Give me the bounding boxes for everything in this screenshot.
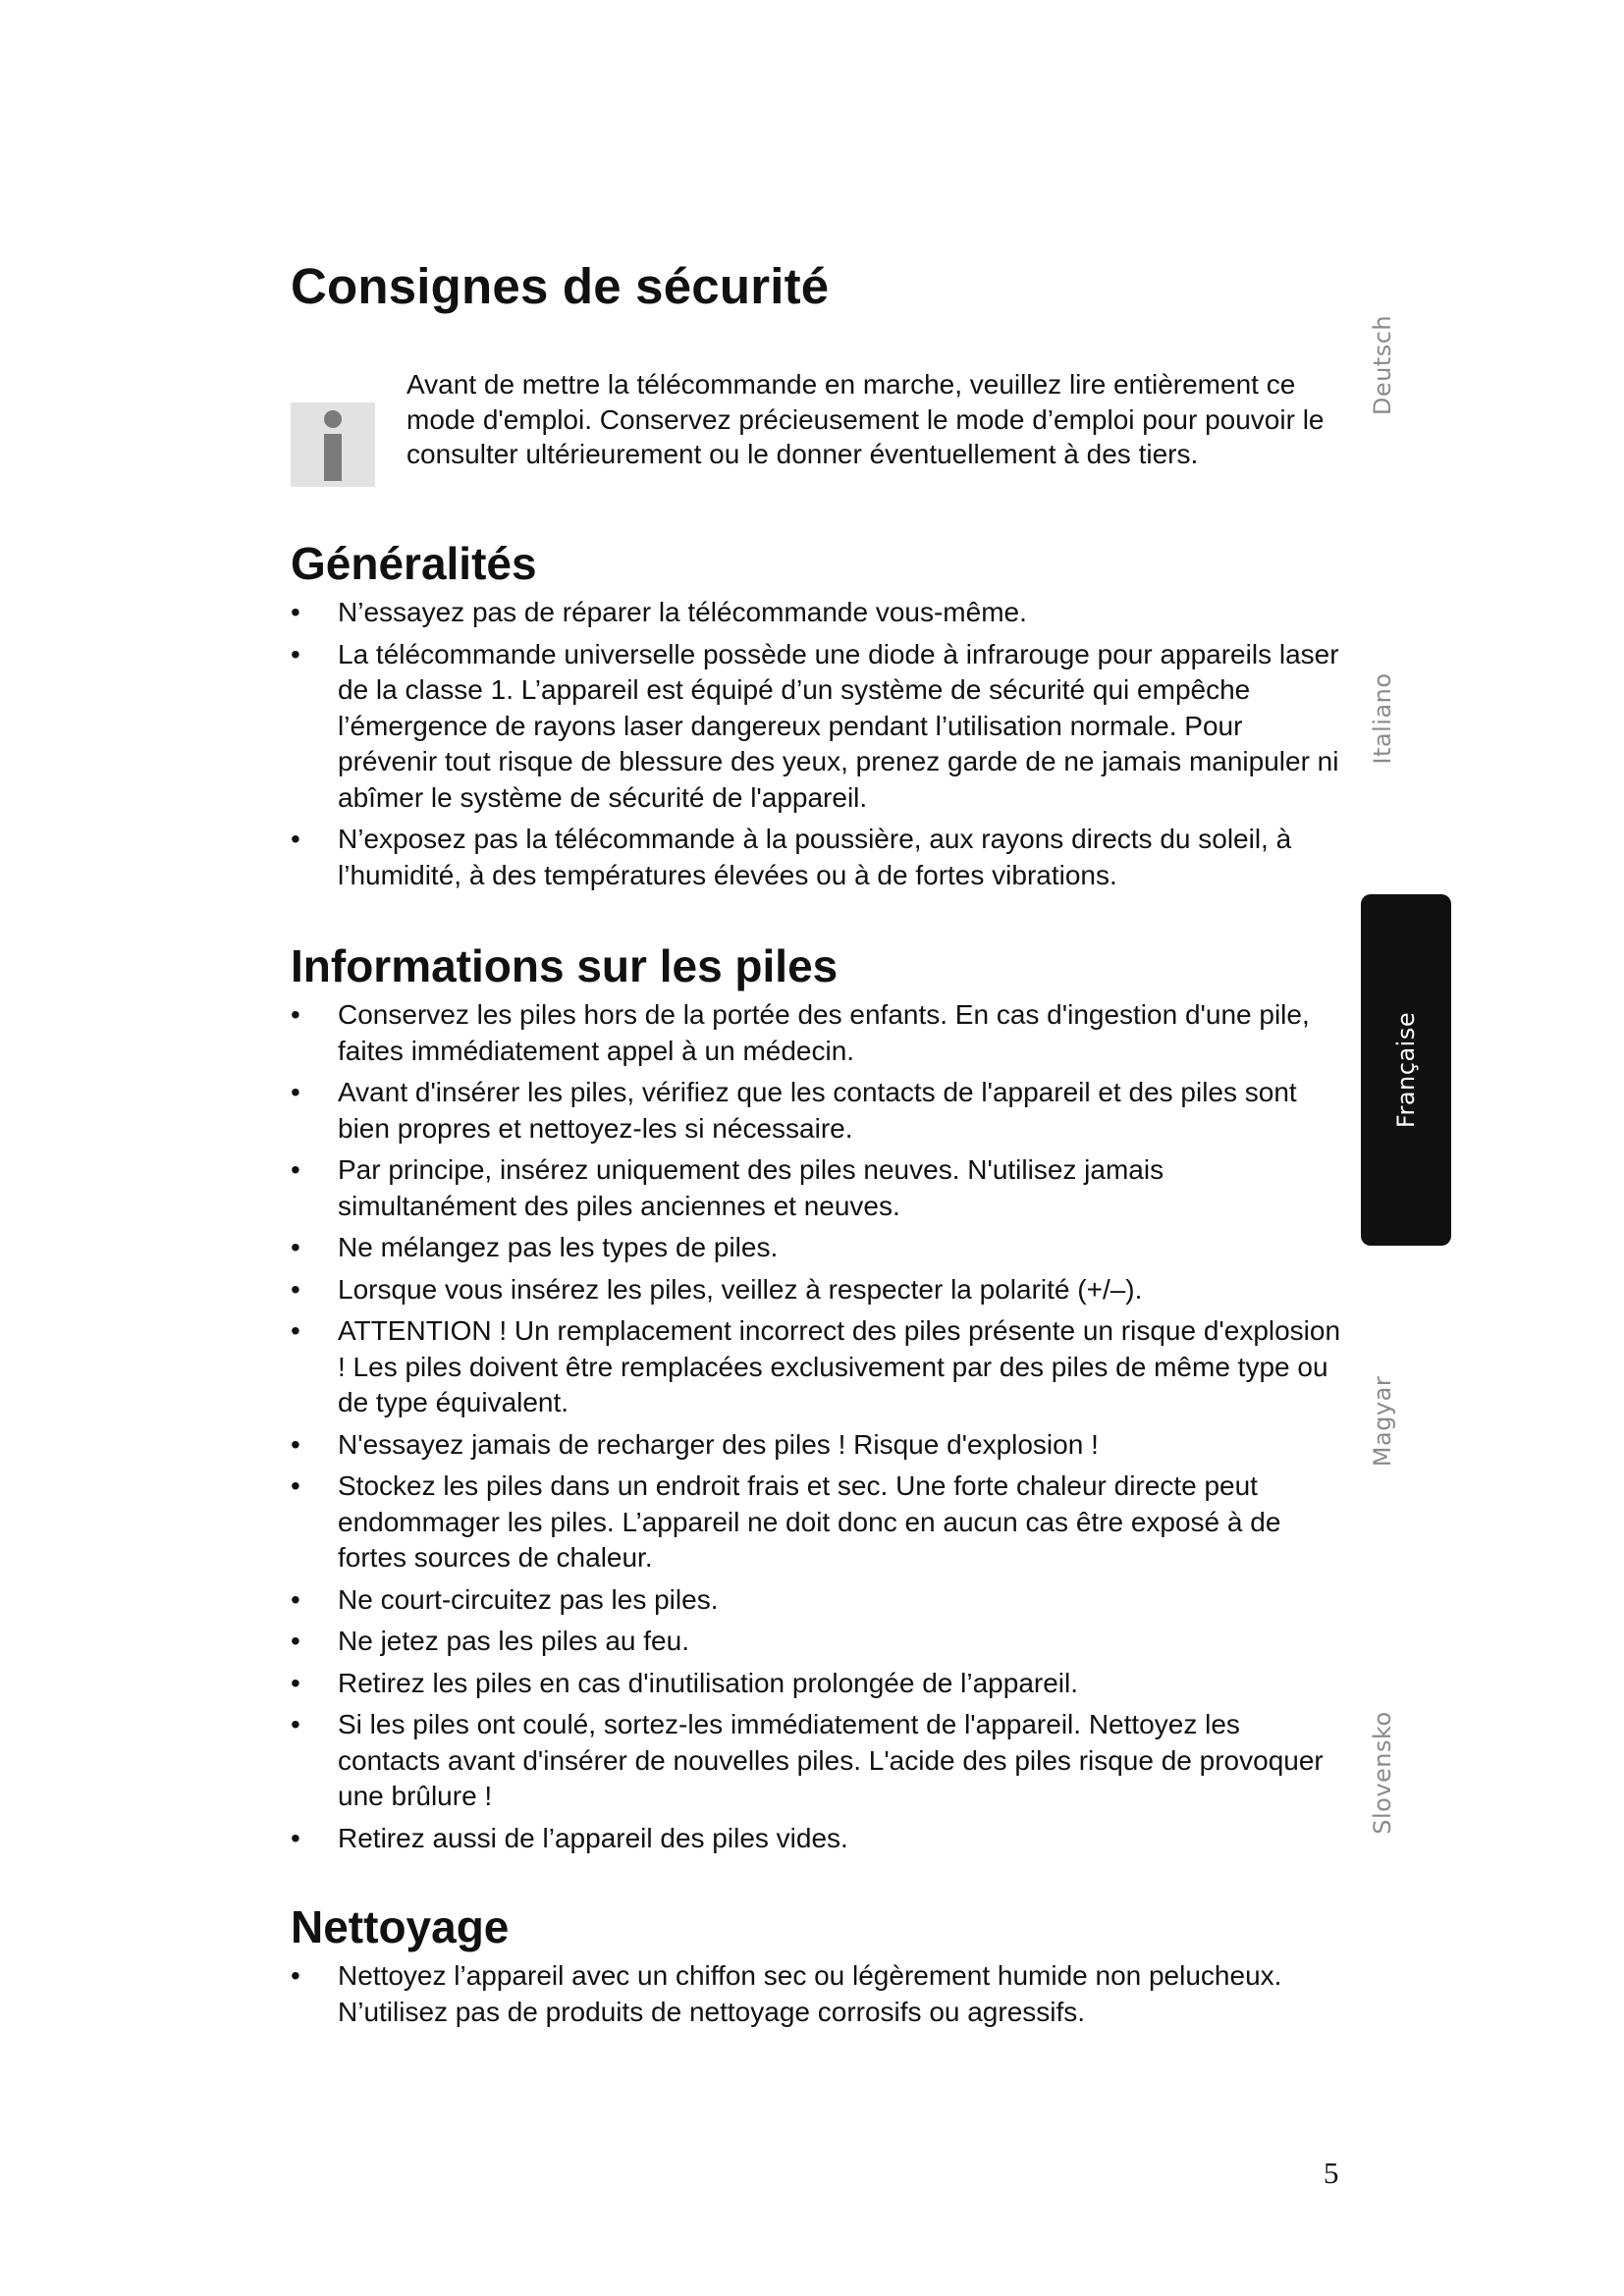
list-item: • Ne jetez pas les piles au feu. [291,1626,689,1656]
bullet-list [291,1958,1347,2030]
list-item: • Lorsque vous insérez les piles, veillez à respecter la polarité (+/–). [291,1273,1143,1305]
section-heading: Nettoyage [291,1901,510,1952]
language-tab-francaise[interactable]: Française [1392,1011,1420,1129]
list-item: • N'essayez jamais de recharger des piles ! Risque d'explosion ! [291,1428,1099,1460]
section-nettoyage [291,1899,1347,2030]
list-item: • Stockez les piles dans un endroit frais et sec. Une forte chaleur directe peut endommager les piles. L’appareil ne doit donc en aucun cas être exposé à de fortes sources de chaleur. [291,1470,1281,1573]
list-item: • Ne mélangez pas les types de piles. [291,1232,779,1262]
page-number: 5 [1324,2156,1339,2190]
list-item: • Conservez les piles hors de la portée des enfants. En cas d'ingestion d'une pile, faites immédiatement appel à un médecin. [291,999,1310,1066]
page-content [291,257,1347,2036]
language-tab-magyar[interactable]: Magyar [1369,1375,1396,1468]
list-item: • Ne court-circuitez pas les piles. [291,1583,719,1615]
list-item: • La télécommande universelle possède une diode à infrarouge pour appareils laser de la classe 1. L’appareil est équipé d’un système de sécurité qui empêche l’émergence de rayons laser dangereux pendant l’utilisation normale. Pour prévenir tout risque de blessure des yeux, prenez garde de ne jamais manipuler ni abîmer le système de sécurité de l'appareil. [291,638,1339,813]
intro-note [291,367,1347,505]
list-item: • N’exposez pas la télécommande à la poussière, aux rayons directs du soleil, à l’humidité, à des températures élevées ou à de fortes vibrations. [291,824,1292,890]
language-tab-slovensko[interactable]: Slovensko [1369,1711,1396,1835]
language-tab-italiano[interactable]: Italiano [1369,672,1396,765]
info-icon [291,402,375,487]
list-item: • Retirez les piles en cas d'inutilisation prolongée de l’appareil. [291,1667,1079,1698]
page-title: Consignes de sécurité [291,258,830,314]
bullet-list [291,595,1347,893]
list-item: • Si les piles ont coulé, sortez-les immédiatement de l'appareil. Nettoyez les contacts avant d'insérer de nouvelles piles. L'acide des piles risque de provoquer une brûlure ! [291,1709,1324,1811]
list-item: • Nettoyez l’appareil avec un chiffon sec ou légèrement humide non pelucheux. N’utilisez pas de produits de nettoyage corrosifs ou agressifs. [291,1960,1282,2027]
list-item: • Par principe, insérez uniquement des piles neuves. N'utilisez jamais simultanément des piles anciennes et neuves. [291,1154,1164,1221]
section-generalites [291,536,1347,893]
section-heading: Généralités [291,538,537,589]
section-piles [291,938,1347,1856]
section-heading: Informations sur les piles [291,940,839,991]
list-item: • ATTENTION ! Un remplacement incorrect des piles présente un risque d'explosion ! Les piles doivent être remplacées exclusivement par des piles de même type ou de type équivalent. [291,1315,1341,1417]
list-item: • N’essayez pas de réparer la télécommande vous-même. [291,597,1027,627]
bullet-list [291,997,1347,1856]
list-item: • Retirez aussi de l’appareil des piles vides. [291,1822,848,1853]
intro-text: Avant de mettre la télécommande en marche, veuillez lire entièrement ce mode d'emploi. Conservez précieusement le mode d’emploi pour pouvoir le consulter ultérieurement ou le donner éventuellement à des tiers. [406,369,1325,469]
list-item: • Avant d'insérer les piles, vérifiez que les contacts de l'appareil et des piles sont bien propres et nettoyez-les si nécessaire. [291,1077,1297,1144]
language-tab-deutsch[interactable]: Deutsch [1369,314,1396,416]
